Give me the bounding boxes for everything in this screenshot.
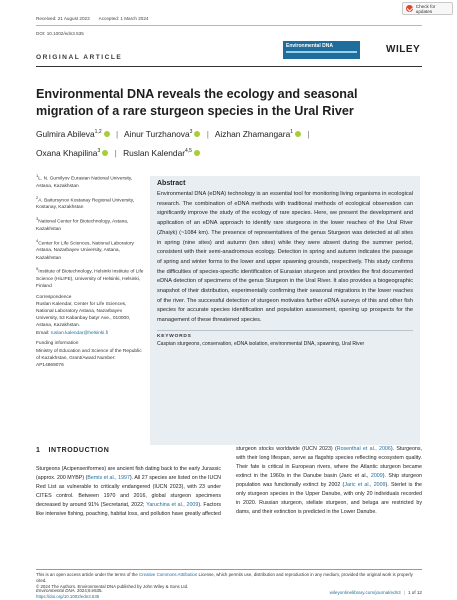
license-link[interactable]: Creative Commons Attribution bbox=[139, 572, 198, 577]
check-for-updates-button[interactable] bbox=[402, 2, 453, 15]
citation-link[interactable]: Yaruchina et al., 2009 bbox=[146, 502, 199, 508]
author-name: Gulmira Abileva bbox=[36, 128, 95, 139]
copyright-text: © 2024 The Authors. Environmental DNA published by John Wiley & Sons Ltd. bbox=[36, 584, 189, 589]
affiliation bbox=[36, 237, 144, 262]
orcid-icon[interactable] bbox=[104, 131, 110, 137]
affiliation bbox=[36, 194, 144, 212]
abstract-box bbox=[150, 176, 420, 445]
keywords-heading: KEYWORDS bbox=[157, 333, 192, 339]
accepted-date: Accepted: 1 March 2024 bbox=[98, 16, 149, 21]
affiliation-sup: 1 bbox=[36, 173, 39, 178]
author-name: Aizhan Zhamangara bbox=[214, 128, 291, 139]
funding-text: Ministry of Education and Science of the Republic of Kazakhstan, Grant/Award Number: AP14869076 bbox=[36, 348, 142, 368]
body-text: sturgeon stocks worldwide (IUCN 2023) ( bbox=[236, 446, 337, 452]
section-number: 1 bbox=[36, 447, 41, 454]
page-number: 1 of 12 bbox=[407, 590, 422, 595]
affiliation bbox=[36, 265, 144, 290]
author-affiliation-sup: 1,2 bbox=[94, 129, 102, 135]
body-text: ). Sturgeons, with their long lifespan, serve as flagship species reflecting ecosystem quality. Their fate is critical in European rivers, where the Atlantic sturgeon became extinct in the 1960s in the Danube basin (Jaric et al., bbox=[236, 446, 422, 479]
citation-link[interactable]: Bemis et al., 1997 bbox=[87, 475, 130, 481]
doi[interactable]: DOI: 10.1002/edn3.535 bbox=[36, 31, 84, 36]
citation-link[interactable]: 2009 bbox=[370, 473, 383, 479]
funding-heading: Funding information bbox=[36, 341, 79, 347]
license-text: License, which permits use, distribution and reproduction in any medium, provided the original work is properly cited. bbox=[36, 572, 413, 583]
affiliation-text: Center for Life Sciences, National Laboratory Astana, Nazarbayev University, Astana, Kazakhstan bbox=[36, 241, 134, 261]
keywords-divider bbox=[157, 330, 413, 331]
orcid-icon[interactable] bbox=[102, 150, 108, 156]
author[interactable] bbox=[36, 129, 110, 139]
affiliation bbox=[36, 215, 144, 233]
email-link[interactable]: ruslan.kalendar@helsinki.fi bbox=[50, 330, 109, 336]
received-date: Received: 21 August 2023 bbox=[36, 16, 90, 21]
check-for-updates-label: Check for updates bbox=[415, 3, 436, 14]
correspondence-text: Ruslan Kalendar, Center for Life Sciences, National Laboratory Astana, Nazarbayev University, 53 Kabanbay batyr Ave., 010000, Astana, Kazakhstan. bbox=[36, 302, 131, 329]
citation-volume: 2024;6:e535. bbox=[77, 588, 103, 593]
article-type-divider bbox=[36, 66, 422, 67]
citation-link[interactable]: Rosenthal et al., 2006 bbox=[336, 446, 391, 452]
funding bbox=[36, 340, 144, 368]
footer-citation bbox=[36, 588, 103, 600]
author-separator: | bbox=[115, 128, 119, 139]
affiliation-sup: 4 bbox=[36, 237, 39, 243]
affiliation-sup: 3 bbox=[36, 216, 39, 222]
author-list bbox=[36, 124, 396, 162]
citation-link[interactable]: Jaric et al., 2009 bbox=[344, 482, 386, 488]
author[interactable] bbox=[124, 129, 200, 139]
section-title: INTRODUCTION bbox=[48, 447, 110, 454]
journal-logo-text: Environmental DNA bbox=[286, 43, 333, 49]
author[interactable] bbox=[36, 148, 108, 158]
abstract-text: Environmental DNA (eDNA) technology is an essential tool for monitoring living organisms in ecological research. The combination of eDNA methods with traditional methods of ecological observation can significantly improve the study of the ecology of rare species. Here, we present the development and application of an eDNA approach to identify rare sturgeons in the lower reaches of the Ural River (Zhaiyk) (~1084 km). The presence of representatives of the genus Sturgeon was detected at all sites in spring (nine sites) and autumn (ten sites) while they were absent during the summer period, consistent with their semi-anadromous ecology. Detection in spring and autumn indicates the passage of spring and winter forms to the lower and upper spawning grounds, respectively. This study confirms the difficulties of species-specific identification of Eurasian sturgeon and provides the first documented eDNA detection of specimens of the genus Sturgeon in the Ural River. It also provides a biogeographic snapshot of their distribution, experimentally confirming their seasonal migrations in the lower reaches of the river. The successful detection of sturgeon motivates further eDNA surveys of this and other fish species for accurate species identification and population assessment, opening up prospects for the management of these threatened species. bbox=[157, 191, 413, 324]
email-label: Email: bbox=[36, 330, 51, 336]
affiliation-text: National Center for Biotechnology, Astana, Kazakhstan bbox=[36, 219, 129, 232]
publisher-logo[interactable]: WILEY bbox=[386, 44, 421, 55]
body-text: ). Sterlet is the only sturgeon species in the Upper Danube, with only 20 individuals recorded in 2020. Russian sturgeon, stellate sturgeon, and beluga are restricted by dams, and their extinction is predicted in the Lower Danube. bbox=[236, 482, 422, 515]
affiliations-column bbox=[36, 172, 144, 373]
journal-logo[interactable] bbox=[283, 41, 360, 59]
author-affiliation-sup: 1 bbox=[290, 129, 294, 135]
body-text: ). Factors like intensive fishing, poaching, habitat loss, and pollution have greatly affected bbox=[36, 502, 222, 517]
author-name: Ainur Turzhanova bbox=[124, 128, 190, 139]
author-affiliation-sup: 3 bbox=[189, 129, 193, 135]
body-column-left bbox=[36, 465, 221, 519]
article-type: ORIGINAL ARTICLE bbox=[36, 54, 123, 61]
orcid-icon[interactable] bbox=[194, 131, 200, 137]
affiliation-text: Institute of Biotechnology, Helsinki Institute of Life Science (HiLIFE), University of Helsinki, Helsinki, Finland bbox=[36, 270, 144, 290]
body-text: ). All 27 species are listed on the IUCN Red List as vulnerable to critically endangered (IUCN 2023), with 23 under CITES control. Between 1970 and 2016, global sturgeon specimens decreased by around 91% (Secretariat, 2022; bbox=[36, 475, 221, 508]
body-text: ). Ship sturgeon population was functionally extinct by 2002 ( bbox=[236, 473, 422, 488]
citation-journal: Environmental DNA. bbox=[36, 588, 76, 593]
body-text: Sturgeons (Acipenseriformes) are ancient fish dating back to the early Jurassic (approx. 200 MYBP) ( bbox=[36, 466, 221, 481]
journal-logo-stripe bbox=[286, 51, 357, 53]
author[interactable] bbox=[123, 148, 200, 158]
author-name: Oxana Khapilina bbox=[36, 147, 98, 158]
author[interactable] bbox=[215, 129, 301, 139]
abstract-heading: Abstract bbox=[157, 180, 186, 187]
author-affiliation-sup: 3 bbox=[97, 147, 101, 154]
author-separator: | bbox=[114, 147, 117, 158]
footer-separator: | bbox=[403, 590, 405, 595]
affiliation-text: L. N. Gumilyov Eurasian National University, Astana, Kazakhstan bbox=[36, 176, 133, 189]
license-text: This is an open access article under the terms of the bbox=[36, 572, 139, 577]
article-title: Environmental DNA reveals the ecology and seasonal migration of a rare sturgeon species in the Ural River bbox=[36, 87, 358, 118]
footer-divider bbox=[36, 569, 422, 570]
affiliation-sup: 5 bbox=[36, 266, 39, 272]
journal-site-link[interactable]: wileyonlinelibrary.com/journal/edn3 bbox=[329, 590, 401, 595]
author-separator: | bbox=[307, 128, 310, 139]
header-dates bbox=[36, 3, 426, 21]
author-separator: | bbox=[206, 128, 209, 139]
footer-right bbox=[330, 590, 422, 595]
orcid-icon[interactable] bbox=[295, 131, 301, 137]
section-heading bbox=[36, 447, 109, 454]
author-name: Ruslan Kalendar bbox=[123, 147, 186, 158]
affiliation-sup: 2 bbox=[36, 194, 39, 200]
updates-icon bbox=[406, 5, 413, 12]
affiliation bbox=[36, 172, 144, 190]
affiliation-text: A. Baitursynov Kostanay Regional University, Kostanay, Kazakhstan bbox=[36, 198, 135, 211]
citation-doi-link[interactable]: https://doi.org/10.1002/edn3.535 bbox=[36, 594, 100, 599]
correspondence-heading: Correspondence bbox=[36, 295, 72, 301]
top-divider bbox=[36, 25, 422, 26]
correspondence bbox=[36, 294, 144, 337]
author-affiliation-sup: 4,5 bbox=[185, 147, 192, 154]
body-column-right bbox=[236, 445, 422, 517]
keywords-text: Caspian sturgeons, conservation, eDNA isolation, environmental DNA, spawning, Ural River bbox=[157, 340, 365, 347]
orcid-icon[interactable] bbox=[194, 150, 200, 156]
